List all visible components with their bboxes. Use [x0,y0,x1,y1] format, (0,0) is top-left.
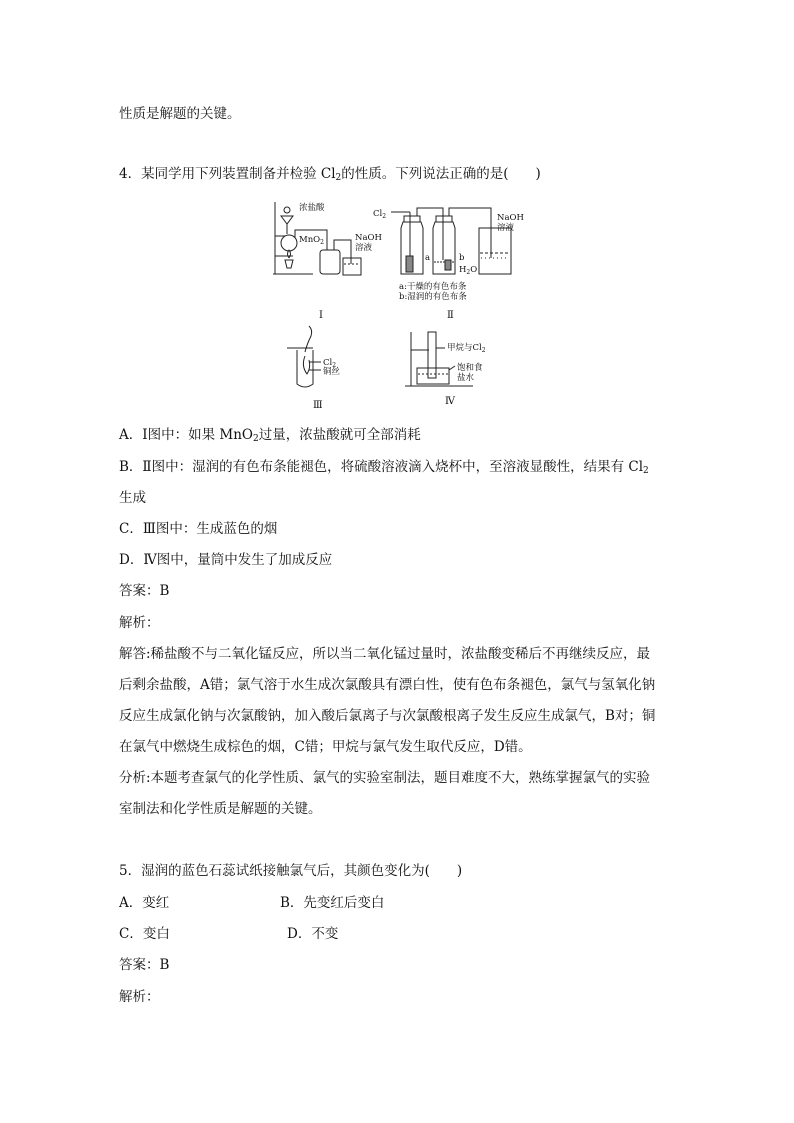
fig2-stopper-a [404,216,420,222]
q5-option-d: D．不变 [287,926,339,942]
fig2-strip-b [445,260,451,270]
label-cl2-in [373,209,386,220]
fig1-beaker [343,258,361,275]
q4-stem [119,164,541,188]
q4-option-b-sub: 2 [643,466,649,476]
q4-solution-line-3: 反应生成氯化钠与次氯酸钠，加入酸后氯离子与次氯酸根离子发生反应生成氯气，B对；铜 [119,708,656,724]
q5-option-b: B．先变红后变白 [280,895,385,911]
q4-stem-head: 4．某同学用下列装置制备并检验 Cl [119,166,336,182]
label-fig1: Ⅰ [319,310,323,321]
label-note-a: a:干燥的有色布条 [399,282,467,292]
q5-stem: 5．湿润的蓝色石蕊试纸接触氯气后，其颜色变化为( ) [119,863,463,879]
fig4-trough [417,368,449,384]
fig1-burner [285,260,293,268]
label-h2o-sub: 2 [466,269,471,276]
q5-option-c: C．变白 [119,926,170,942]
q4-solution-line-2: 后剩余盐酸，A错；氯气溶于水生成次氯酸具有漂白性，使有色布条褪色，氯气与氢氧化钠 [119,677,656,693]
label-h2o-tail: O [470,265,478,275]
q4-analysis-line-2: 室制法和化学性质是解题的关键。 [119,801,322,817]
fig2-beaker [479,228,511,274]
q4-analysis-line-1: 分析:本题考查氯气的化学性质、氯气的实验室制法，题目难度不大，熟练掌握氯气的实验 [119,770,651,786]
label-mno2-sub: 2 [320,239,324,246]
label-brine-2: 盐水 [457,373,475,383]
label-h2o [459,265,477,276]
q4-option-b-head: B．Ⅱ图中：湿润的有色布条能褪色，将硫酸溶液滴入烧杯中，至溶液显酸性，结果有 Cl [119,459,644,475]
label-cl2-main: Cl [373,209,383,219]
label-note-b: b:湿润的有色布条 [399,292,467,302]
label-conc-hcl: 浓盐酸 [299,203,325,213]
q4-analysis-title: 解析： [119,615,160,631]
q5-option-a: A．变红 [119,895,170,911]
q5-answer: 答案：B [119,957,170,973]
fig4-cylinder [428,332,436,378]
q4-solution-line-4: 在氯气中燃烧生成棕色的烟，C错；甲烷与氯气发生取代反应，D错。 [119,739,532,755]
fig2-stopper-b [436,216,452,222]
label-solution-2: 溶液 [497,223,515,233]
fig1-funnel-tap [284,207,290,213]
label-h2o-main: H [459,265,467,275]
label-solution-1: 溶液 [355,243,373,253]
fig1-bottle [320,250,340,274]
q4-option-b [119,457,649,481]
fig2-bottle-b [433,222,455,274]
fig2-strip-a [406,256,413,272]
q4-option-c: C．Ⅲ图中：生成蓝色的烟 [119,521,278,537]
q4-option-b-continued: 生成 [119,490,146,506]
q4-option-a [119,425,421,449]
label-ch4-cl2-sub: 2 [481,347,486,354]
label-copper-wire: 铜丝 [323,367,341,377]
intro-text: 性质是解题的关键。 [119,106,241,122]
q4-option-a-sub: 2 [252,434,259,444]
label-ch4-cl2-main: 甲烷与Cl [447,343,482,353]
q4-option-a-tail: 过量，浓盐酸就可全部消耗 [258,427,421,443]
label-mno2-main: MnO [299,235,321,245]
q5-analysis-title: 解析： [119,989,160,1005]
label-ch4-cl2 [447,342,486,354]
fig1-funnel [281,216,293,224]
q4-stem-tail: 的性质。下列说法正确的是( ) [341,166,541,182]
label-cl2-fig3-sub: 2 [332,362,337,369]
fig3-burning [303,356,309,374]
fig3-jar [297,350,313,387]
q4-stem-sub: 2 [335,173,342,183]
label-fig3: Ⅲ [313,400,323,411]
label-brine-1: 饱和食 [457,363,483,373]
label-naoh-1: NaOH [355,233,382,243]
label-fig2: Ⅱ [447,310,454,321]
apparatus-figure [265,198,535,413]
q4-option-a-head: A．Ⅰ图中：如果 MnO [119,427,253,443]
label-strip-b: b [459,253,465,263]
label-cl2-fig3-main: Cl [323,358,333,368]
q4-option-d: D．Ⅳ图中，量筒中发生了加成反应 [119,552,333,568]
label-fig4: Ⅳ [445,396,455,407]
label-strip-a: a [425,253,431,263]
q4-solution-line-1: 解答:稀盐酸不与二氧化锰反应，所以当二氧化锰过量时，浓盐酸变稀后不再继续反应，最 [119,646,651,662]
q4-answer: 答案：B [119,583,170,599]
label-cl2-sub: 2 [382,213,387,220]
label-mno2 [299,235,324,246]
label-naoh-2: NaOH [497,213,524,223]
